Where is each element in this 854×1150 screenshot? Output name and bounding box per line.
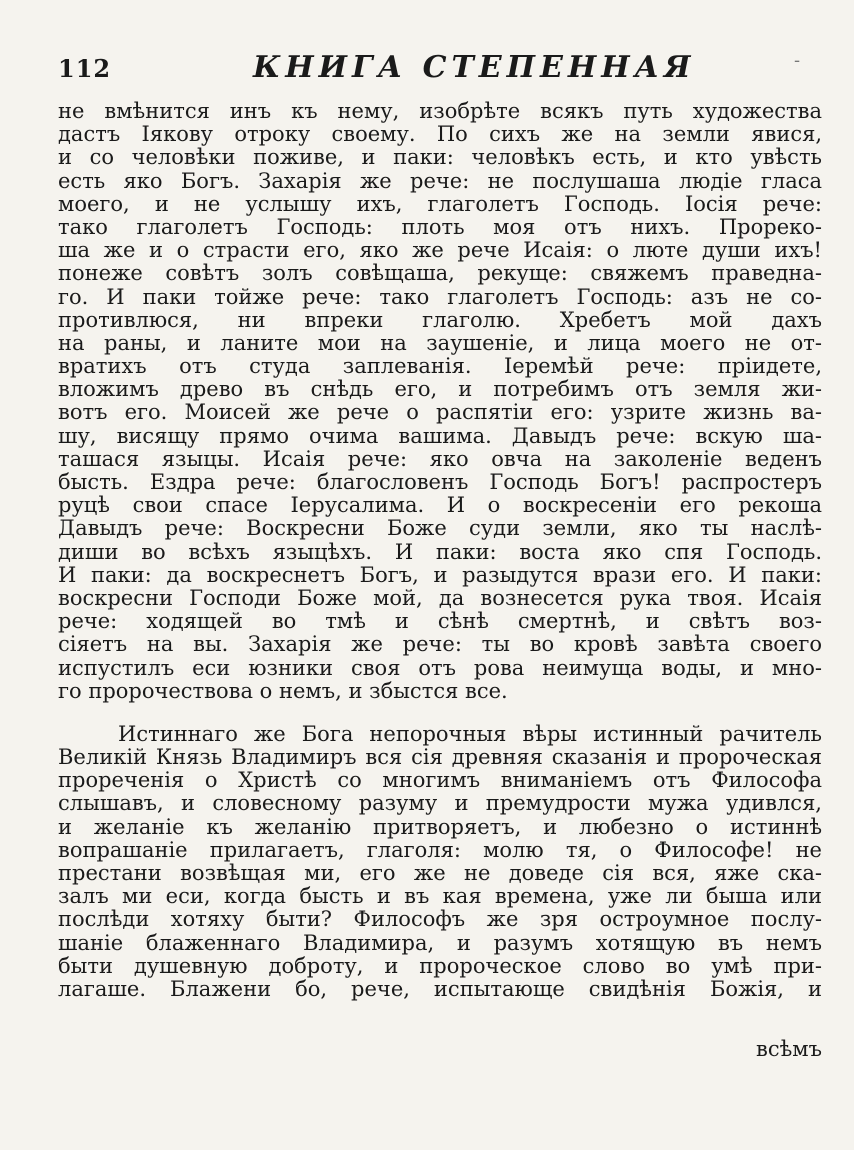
text-line: И паки: да воскреснетъ Богъ, и разыдутся врази его. И паки: bbox=[58, 563, 822, 587]
text-line: шаніе блаженнаго Владимира, и разумъ хотящую въ немъ bbox=[58, 931, 822, 955]
text-line: залъ ми еси, когда бысть и въ кая времена, уже ли быша или bbox=[58, 885, 822, 909]
text-line: не вмѣнится инъ къ нему, изобрѣте всякъ путь художества bbox=[58, 100, 822, 123]
text-line: сіяетъ на вы. Захарія же рече: ты во кровѣ завѣта своего bbox=[58, 633, 822, 657]
catchword: всѣмъ bbox=[756, 1037, 822, 1061]
text-line: тако глаголетъ Господь: плоть моя отъ нихъ. Прореко- bbox=[58, 215, 822, 239]
body-text bbox=[58, 100, 822, 1001]
paragraph-gap bbox=[58, 703, 822, 723]
text-line: ша же и о страсти его, яко же рече Исаія: о люте души ихъ! bbox=[58, 239, 822, 263]
text-line: есть яко Богъ. Захарія же рече: не послушаша людіе гласа bbox=[58, 169, 822, 193]
text-line: руцѣ свои спасе Іерусалима. И о воскресеніи его рекоша bbox=[58, 494, 822, 518]
text-line: ташася языцы. Исаія рече: яко овча на заколеніе веденъ bbox=[58, 447, 822, 471]
text-line: вотъ его. Моисей же рече о распятіи его: узрите жизнь ва- bbox=[58, 401, 822, 425]
text-line: понеже совѣтъ золъ совѣщаша, рекуще: свяжемъ праведна- bbox=[58, 262, 822, 286]
text-line: го. И паки тойже рече: тако глаголетъ Господь: азъ не со- bbox=[58, 285, 822, 309]
text-line: послѣди хотяху быти? Философъ же зря остроумное послу- bbox=[58, 908, 822, 932]
text-line: престани возвѣщая ми, его же не доведе сія вся, яже ска- bbox=[58, 862, 822, 885]
header-mark: - bbox=[794, 50, 801, 71]
text-line: и желаніе къ желанію притворяетъ, и любезно о истиннѣ bbox=[58, 815, 822, 839]
text-line: диши во всѣхъ языцѣхъ. И паки: воста яко спя Господь. bbox=[58, 540, 822, 564]
text-line: быти душевную доброту, и пророческое слово во умѣ при- bbox=[58, 954, 822, 978]
paragraph-1 bbox=[58, 100, 822, 703]
text-line: вопрашаніе прилагаетъ, глаголя: молю тя, о Философе! не bbox=[58, 838, 822, 862]
page-number: 112 bbox=[58, 54, 112, 83]
text-line: Великій Князь Владимиръ вся сія древняя сказанія и пророческая bbox=[58, 746, 822, 770]
text-line: Давыдъ рече: Воскресни Боже суди земли, яко ты наслѣ- bbox=[58, 517, 822, 541]
text-line: лагаше. Блажени бо, рече, испытающе свидѣнія Божія, и bbox=[58, 977, 822, 1001]
text-line: и со человѣки поживе, и паки: человѣкъ есть, и кто увѣсть bbox=[58, 146, 822, 170]
text-line: на раны, и ланите мои на заушеніе, и лица моего не от- bbox=[58, 331, 822, 355]
text-line: бысть. Ездра рече: благословенъ Господь Богъ! распростеръ bbox=[58, 471, 822, 494]
text-line: вложимъ древо въ снѣдь его, и потребимъ отъ земля жи- bbox=[58, 378, 822, 402]
text-line: дастъ Іякову отроку своему. По сихъ же на земли явися, bbox=[58, 123, 822, 147]
text-line: воскресни Господи Боже мой, да вознесется рука твоя. Исаія bbox=[58, 586, 822, 610]
page-header bbox=[58, 50, 818, 90]
text-line: шу, висящу прямо очима вашима. Давыдъ рече: вскую ша- bbox=[58, 424, 822, 448]
text-line: рече: ходящей во тмѣ и сѣнѣ смертнѣ, и свѣтъ воз- bbox=[58, 610, 822, 634]
text-line: го пророчествова о немъ, и збыстся все. bbox=[58, 679, 508, 703]
text-line: прореченія о Христѣ со многимъ вниманіемъ отъ Философа bbox=[58, 769, 822, 793]
running-head: КНИГА СТЕПЕННАЯ bbox=[253, 50, 696, 85]
text-line: моего, и не услышу ихъ, глаголетъ Господь. Іосія рече: bbox=[58, 192, 822, 216]
paragraph-2 bbox=[58, 723, 822, 1001]
text-line: слышавъ, и словесному разуму и премудрости мужа удивлся, bbox=[58, 792, 822, 816]
text-line: испустилъ еси юзники своя отъ рова неимуща воды, и мно- bbox=[58, 656, 822, 680]
text-line: вратихъ отъ студа заплеванія. Іеремѣй рече: пріидете, bbox=[58, 355, 822, 379]
text-line: противлюся, ни впреки глаголю. Хребетъ мой дахъ bbox=[58, 308, 822, 332]
text-line: Истиннаго же Бога непорочныя вѣры истинный рачитель bbox=[118, 722, 822, 746]
